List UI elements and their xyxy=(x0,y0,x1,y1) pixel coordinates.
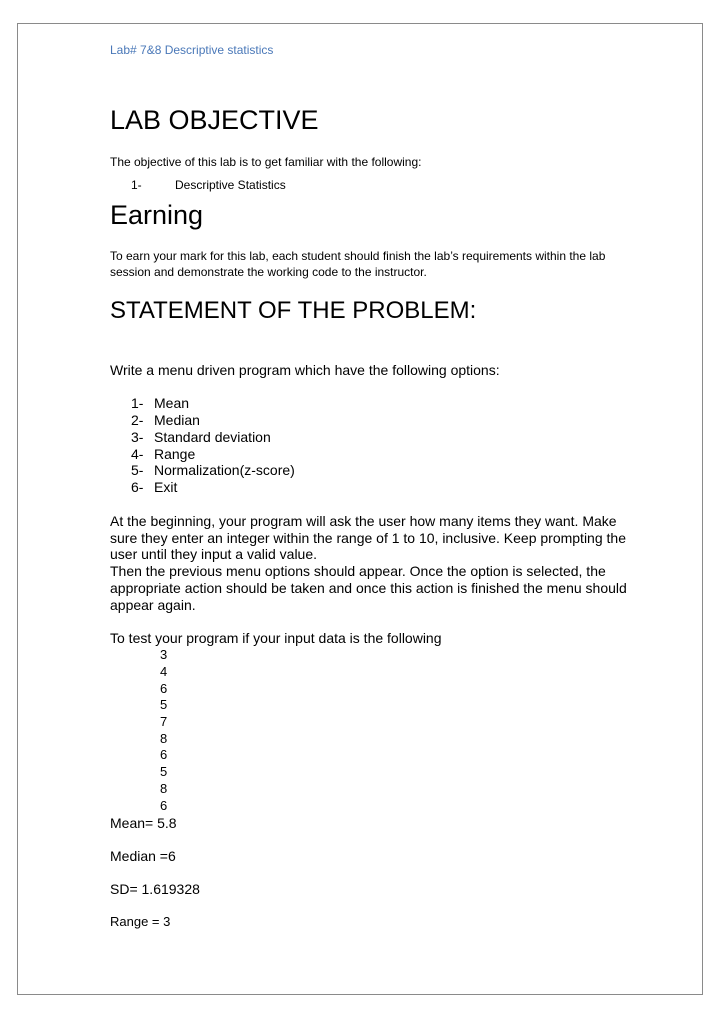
paragraph-line: appropriate action should be taken and once this action is finished the menu should xyxy=(110,580,627,596)
result-sd: SD= 1.619328 xyxy=(110,881,200,897)
input-value: 8 xyxy=(160,731,168,746)
option-text: Normalization(z-score) xyxy=(154,462,295,478)
objective-item-text: Descriptive Statistics xyxy=(175,178,286,192)
result-mean: Mean= 5.8 xyxy=(110,815,177,831)
input-value: 5 xyxy=(160,697,168,712)
option-text: Exit xyxy=(154,479,178,495)
input-value: 7 xyxy=(160,714,168,729)
option-number: 4- xyxy=(131,446,144,462)
input-value: 6 xyxy=(160,747,168,762)
input-value: 8 xyxy=(160,781,168,796)
input-value: 6 xyxy=(160,798,168,813)
option-text: Median xyxy=(154,412,200,428)
paragraph-line: user until they input a valid value. xyxy=(110,546,318,562)
option-number: 6- xyxy=(131,479,144,495)
result-range: Range = 3 xyxy=(110,914,171,929)
option-number: 2- xyxy=(131,412,144,428)
earning-heading: Earning xyxy=(110,200,204,230)
earning-line-1: To earn your mark for this lab, each student should finish the lab’s requirements within the lab xyxy=(110,249,606,263)
paragraph-line: appear again. xyxy=(110,597,196,613)
input-value: 4 xyxy=(160,664,168,679)
option-text: Range xyxy=(154,446,196,462)
input-value: 6 xyxy=(160,681,168,696)
problem-heading: STATEMENT OF THE PROBLEM: xyxy=(110,297,477,324)
running-header: Lab# 7&8 Descriptive statistics xyxy=(110,43,274,57)
paragraph-line: Then the previous menu options should appear. Once the option is selected, the xyxy=(110,563,606,579)
input-value: 3 xyxy=(160,647,168,662)
option-number: 5- xyxy=(131,462,144,478)
lab-objective-heading: LAB OBJECTIVE xyxy=(110,105,319,135)
earning-line-2: session and demonstrate the working code to the instructor. xyxy=(110,265,427,279)
paragraph-line: sure they enter an integer within the range of 1 to 10, inclusive. Keep prompting the xyxy=(110,530,626,546)
test-intro: To test your program if your input data is the following xyxy=(110,630,442,646)
paragraph-line: At the beginning, your program will ask the user how many items they want. Make xyxy=(110,513,617,529)
option-text: Mean xyxy=(154,395,190,411)
result-median: Median =6 xyxy=(110,848,176,864)
problem-intro: Write a menu driven program which have the following options: xyxy=(110,362,500,378)
option-number: 1- xyxy=(131,395,144,411)
option-number: 3- xyxy=(131,429,144,445)
objective-item-number: 1- xyxy=(131,178,142,192)
option-text: Standard deviation xyxy=(154,429,271,445)
objective-intro: The objective of this lab is to get familiar with the following: xyxy=(110,155,422,169)
input-value: 5 xyxy=(160,764,168,779)
